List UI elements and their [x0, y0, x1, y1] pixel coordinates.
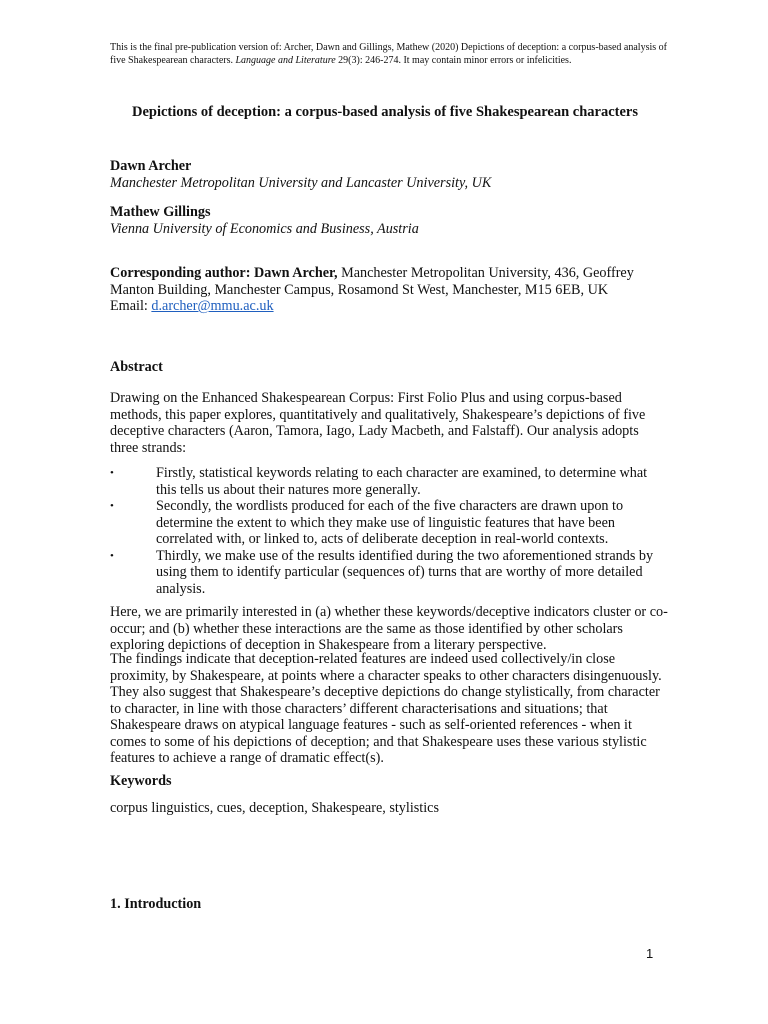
bullet-text: Firstly, statistical keywords relating to each character are examined, to determine what this tells us about their natures more generally. — [156, 465, 648, 498]
page-number: 1 — [646, 946, 654, 961]
bullet-icon: • — [110, 467, 114, 479]
author-name: Mathew Gillings — [110, 204, 211, 220]
note-part2: 29(3): 246-274. It may contain minor errors or infelicities. — [338, 55, 572, 66]
list-item — [110, 465, 670, 498]
author-1 — [110, 158, 670, 191]
corresponding-address: Manchester Metropolitan University, 436, Geoffrey Manton Building, Manchester Campus, Rosamond St West, Manchester, M15 6EB, UK — [110, 265, 634, 298]
list-item — [110, 498, 670, 548]
bullet-text: Secondly, the wordlists produced for each of the five characters are drawn upon to determine the extent to which they make use of linguistic features that have been correlated with, or linked to, acts of deliberate deception in real-world contexts. — [156, 498, 624, 547]
email-link[interactable]: d.archer@mmu.ac.uk — [151, 298, 274, 314]
author-name: Dawn Archer — [110, 158, 192, 174]
abstract-paragraph-2: Here, we are primarily interested in (a) whether these keywords/deceptive indicators cluster or co-occur; and (b) whether these interactions are the same as those identified by other scholars exploring depictions of deception in Shakespeare from a literary perspective. — [110, 604, 668, 653]
corresponding-author — [110, 265, 670, 315]
author-affiliation: Manchester Metropolitan University and Lancaster University, UK — [110, 174, 492, 191]
author-affiliation: Vienna University of Economics and Business, Austria — [110, 220, 419, 237]
abstract-intro: Drawing on the Enhanced Shakespearean Corpus: First Folio Plus and using corpus-based methods, this paper explores, quantitatively and qualitatively, Shakespeare’s depictions of five deceptive characters (Aaron, Tamora, Iago, Lady Macbeth, and Falstaff). Our analysis adopts three strands: — [110, 390, 646, 456]
paper-title: Depictions of deception: a corpus-based analysis of five Shakespearean characters — [131, 104, 638, 120]
bullet-icon: • — [110, 500, 114, 512]
abstract-bullets — [110, 465, 670, 597]
bullet-text: Thirdly, we make use of the results identified during the two aforementioned strands by using them to identify particular (sequences of) turns that are worthy of more detailed analysis. — [156, 547, 654, 597]
prepublication-note — [110, 41, 670, 67]
section-heading-introduction: 1. Introduction — [110, 896, 202, 912]
corresponding-label: Corresponding author: Dawn Archer, — [110, 265, 338, 281]
note-part1: This is the final pre-publication version of: Archer, Dawn and Gillings, Mathew (2020) Depictions of deception: a corpus-based analysis of five Shakespearean characters. — [110, 42, 667, 66]
abstract-paragraph-3: The findings indicate that deception-related features are indeed used collectively/in close proximity, by Shakespeare, at points where a character speaks to other characters disingenuously. They also suggest that Shakespeare’s deceptive depictions do change stylistically, from character to character, in line with those characters’ different characterisations and situations; that Shakespeare draws on atypical language features - such as self-oriented references - when it comes to some of his depictions of deception; and that Shakespeare uses these various stylistic features to achieve a range of dramatic effect(s). — [110, 651, 662, 766]
list-item — [110, 548, 670, 598]
email-label: Email: — [110, 298, 148, 314]
bullet-icon: • — [110, 549, 114, 562]
note-journal: Language and Literature — [235, 55, 336, 66]
keywords-heading: Keywords — [110, 773, 172, 789]
abstract-heading: Abstract — [110, 359, 163, 375]
keywords-text: corpus linguistics, cues, deception, Shakespeare, stylistics — [110, 800, 440, 816]
author-2 — [110, 204, 670, 237]
